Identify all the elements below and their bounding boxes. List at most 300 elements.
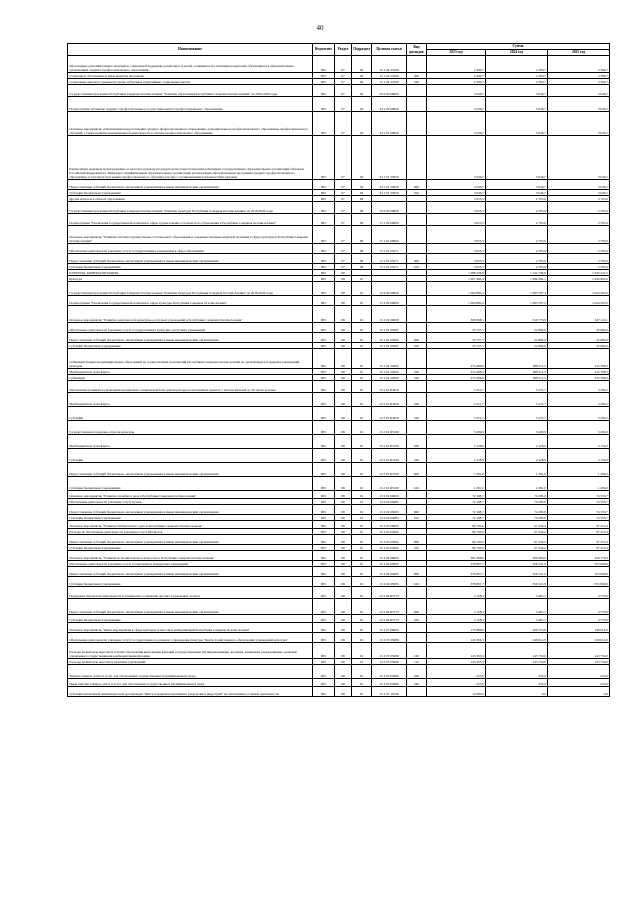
cell-ministry: 805 [313,56,335,73]
header-ministry: Ведомство [313,44,335,56]
cell-name: Подпрограмма "Реализация государственной политики в сфере художественно-эстетического образования в Республике Северная Осетия-Алания" [68,214,313,226]
cell-ministry: 805 [313,196,335,202]
cell-target: 34 1 01 53630 [372,190,407,196]
cell-name: Межбюджетные трансферты [68,393,313,407]
cell-2025: 1 296,2 [548,463,610,477]
cell-ministry: 805 [313,529,335,535]
cell-subsection: 01 [352,659,372,665]
cell-2025: 5 282,2 [548,407,610,421]
cell-ministry: 805 [313,369,335,375]
table-row [68,587,610,599]
cell-ministry: 805 [313,587,335,599]
cell-2025: 2 154,0 [548,435,610,449]
cell-section: 07 [335,254,352,264]
cell-kind [407,214,427,226]
cell-subsection: 01 [352,477,372,491]
cell-kind [407,282,427,296]
header-year-2025: 2025 год [548,50,610,56]
cell-subsection: 04 [352,190,372,196]
cell-section: 07 [335,97,352,112]
cell-2023: 378 807,7 [427,567,486,577]
budget-table [67,43,610,697]
cell-2023: 96 750,6 [427,521,486,529]
cell-subsection: 04 [352,136,372,180]
cell-target: 15 0 00 00000 [372,282,407,296]
cell-2023: 96 750,6 [427,535,486,545]
table-row [68,244,610,254]
cell-subsection: 01 [352,551,372,561]
cell-ministry: 805 [313,521,335,529]
cell-target: 15 2 07 05086 [372,679,407,687]
table-row [68,333,610,343]
cell-kind [407,349,427,369]
cell-name: Расходы на обеспечение деятельности (оказание услуг) библиотек [68,529,313,535]
cell-section: 07 [335,196,352,202]
cell-kind: 600 [407,599,427,615]
cell-name: Обеспечение деятельности (оказание услуг) государственных учреждений в сфере образования [68,244,313,254]
cell-kind: 110 [407,659,427,665]
cell-ministry: 805 [313,659,335,665]
cell-2023: 3 653,3 [427,214,486,226]
cell-2023: 381 968,0 [427,551,486,561]
cell-section: 08 [335,545,352,551]
cell-subsection: 01 [352,599,372,615]
cell-section: 08 [335,577,352,587]
cell-target: 15 2 07 05086 [372,659,407,665]
cell-2023: 145 306,3 [427,633,486,643]
cell-2025: 3 046,7 [548,136,610,180]
table-row [68,599,610,615]
table-row [68,323,610,333]
cell-2024: 3 487,1 [486,599,548,615]
cell-2023: 72 198,7 [427,505,486,515]
cell-target: 34 1 00 00000 [372,97,407,112]
cell-2024: 2 765,9 [486,202,548,214]
cell-ministry: 805 [313,687,335,697]
cell-kind [407,421,427,435]
cell-2025: 1 024 565,0 [548,296,610,306]
cell-2023: 3 046,7 [427,85,486,97]
cell-name: Государственная программа Республики Северная Осетия-Алания "Развитие культуры Республики Северная Осетия-Алания" на 2016-2026 годы [68,282,313,296]
cell-ministry: 805 [313,343,335,349]
cell-name: Поддержка творческой деятельности и техническое оснащение детских и кукольных театров [68,587,313,599]
table-row [68,180,610,190]
cell-name: Предоставление субсидий бюджетным, автономным учреждениям и иным некоммерческим организациям [68,180,313,190]
cell-2023: 3 653,3 [427,226,486,244]
cell-2025: 97 255,4 [548,545,610,551]
cell-2023: 3 046,7 [427,190,486,196]
cell-subsection: 01 [352,615,372,623]
cell-ministry: 805 [313,79,335,85]
cell-2024: 74 283,0 [486,491,548,499]
cell-2025: 3 779,6 [548,599,610,615]
cell-2025: 3 046,7 [548,190,610,196]
cell-2023: 5 251,7 [427,407,486,421]
cell-2024: 209 753,8 [486,623,548,633]
cell-2024: 2 390,7 [486,56,548,73]
cell-2024: 2 390,7 [486,73,548,79]
cell-2025: 146 614,0 [548,633,610,643]
cell-target: 15 1 00 00000 [372,214,407,226]
cell-2025: 0,0 [548,687,610,697]
cell-subsection: 01 [352,282,372,296]
cell-2024: 356 521,9 [486,577,548,587]
cell-section: 08 [335,659,352,665]
table-row [68,381,610,393]
cell-2025: 2 765,9 [548,202,610,214]
cell-ministry: 805 [313,393,335,407]
cell-kind [407,633,427,643]
cell-subsection: 01 [352,567,372,577]
cell-2025: 3 046,7 [548,85,610,97]
cell-kind: 610 [407,577,427,587]
cell-section: 08 [335,491,352,499]
cell-target: 15 2 01 R5190 [372,435,407,449]
cell-subsection: 01 [352,333,372,343]
cell-kind: 600 [407,180,427,190]
cell-name: Предоставление субсидий бюджетным, автономным учреждениям и иным некоммерческим организациям [68,535,313,545]
cell-name: Другие вопросы в области образования [68,196,313,202]
cell-section: 08 [335,551,352,561]
header-name: Наименование [68,44,313,56]
cell-ministry: 805 [313,349,335,369]
cell-2024: 22 666,0 [486,333,548,343]
cell-2024: 2 765,9 [486,264,548,270]
cell-2023: 1 064 885,4 [427,296,486,306]
cell-2025: 355 999,6 [548,567,610,577]
cell-kind: 520 [407,407,427,421]
cell-2024: 3 487,1 [486,615,548,623]
table-row [68,633,610,643]
cell-name: Основное мероприятие "Развитие системы художественно-эстетического образования и совершенствование кадровой политики в сфере культуры в Республике Северная Осетия-Алания" [68,226,313,244]
cell-target: 15 2 07 05086 [372,633,407,643]
cell-target: 34 1 01 53630 [372,136,407,180]
cell-2025: 2 765,9 [548,264,610,270]
cell-2023: 378 807,7 [427,561,486,567]
cell-2024: 3 046,7 [486,85,548,97]
cell-name: Предоставление субсидий бюджетным, автономным учреждениям и иным некоммерческим организациям [68,599,313,615]
cell-kind [407,306,427,323]
cell-kind [407,244,427,254]
cell-section: 08 [335,435,352,449]
cell-section: 07 [335,73,352,79]
cell-2023: 2 390,7 [427,73,486,79]
cell-2024: 1 083 787,4 [486,296,548,306]
cell-section: 08 [335,567,352,577]
cell-2025: 1 296,2 [548,477,610,491]
cell-kind [407,587,427,599]
cell-2024: 2 765,9 [486,254,548,264]
cell-kind [407,296,427,306]
cell-subsection: 01 [352,407,372,421]
header-year-2024: 2024 год [486,50,548,56]
cell-ministry: 805 [313,226,335,244]
cell-section: 08 [335,333,352,343]
cell-name: Культура [68,276,313,282]
cell-section: 08 [335,477,352,491]
header-year-2023: 2023 год [427,50,486,56]
cell-subsection: 01 [352,587,372,599]
cell-kind: 610 [407,343,427,349]
cell-kind: 610 [407,515,427,521]
cell-2024: 0,0 [486,687,548,697]
cell-2023: 72 198,7 [427,499,486,505]
cell-2024: 1 281,0 [486,477,548,491]
cell-2025: 1 026 865,0 [548,276,610,282]
cell-subsection: 01 [352,505,372,515]
cell-2025: 1 024 565,0 [548,282,610,296]
cell-2024: 22 666,0 [486,323,548,333]
cell-ministry: 805 [313,623,335,633]
table-row [68,463,610,477]
cell-target: 15 2 01 05082 [372,333,407,343]
table-row [68,296,610,306]
table-row [68,282,610,296]
cell-ministry: 805 [313,499,335,505]
cell-2023: 145 393,3 [427,659,486,665]
cell-subsection: 01 [352,296,372,306]
cell-2023: 3 653,3 [427,264,486,270]
cell-2025: 2 765,9 [548,254,610,264]
cell-2024: 2 128,9 [486,449,548,463]
table-row [68,136,610,180]
header-sum: Сумма [427,44,610,50]
cell-2024: 97 254,4 [486,529,548,535]
cell-name: Государственная программа Республики Северная Осетия-Алания "Развитие культуры Республики Северная Осетия-Алания" на 2016-2026 годы [68,202,313,214]
cell-kind: 600 [407,505,427,515]
cell-section: 08 [335,349,352,369]
cell-section: 08 [335,393,352,407]
table-row [68,687,610,697]
cell-name: Субвенции [68,375,313,381]
cell-name: Межбюджетные трансферты [68,369,313,375]
cell-subsection: 04 [352,56,372,73]
cell-section: 08 [335,561,352,567]
cell-target: 15 2 04 00000 [372,551,407,561]
cell-target: 15 2 04 05085 [372,577,407,587]
cell-subsection: 01 [352,276,372,282]
cell-ministry: 805 [313,180,335,190]
table-row [68,435,610,449]
table-row [68,202,610,214]
cell-section: 07 [335,180,352,190]
cell-ministry: 805 [313,202,335,214]
cell-name: Обеспечение деятельности (оказание услуг) музеев [68,499,313,505]
cell-target: 34 0 00 00000 [372,85,407,97]
cell-2025: 5 282,2 [548,393,610,407]
cell-section: 08 [335,615,352,623]
cell-2025: 2 765,9 [548,226,610,244]
cell-2023: 1 067 483,4 [427,276,486,282]
cell-2023: 3 409,9 [427,421,486,435]
table-row [68,449,610,463]
cell-name: Закупка товаров, работ и услуг для обеспечения государственных (муниципальных) нужд [68,665,313,679]
cell-2025: 355 999,6 [548,561,610,567]
cell-section: 08 [335,505,352,515]
header-target: Целевая статья [372,44,407,56]
cell-2024: 288 511,3 [486,375,548,381]
cell-2025: 255,0 [548,665,610,679]
cell-subsection: 01 [352,535,372,545]
cell-kind [407,551,427,561]
cell-target: 15 2 01 R5190 [372,477,407,491]
cell-name: Обеспечение развития и укрепления материально-технической базы домов культуры в населенных пунктах с числом жителей до 50 тысяч человек [68,381,313,393]
cell-2024: 356 521,9 [486,567,548,577]
cell-section: 07 [335,226,352,244]
cell-kind [407,56,427,73]
table-row [68,521,610,529]
cell-kind: 600 [407,535,427,545]
table-row [68,477,610,491]
cell-target: 15 2 02 00000 [372,491,407,499]
cell-section: 08 [335,643,352,659]
cell-2024: 360 969,0 [486,551,548,561]
cell-target: 15 2 01 R4670 [372,407,407,421]
cell-2023: 2 128,9 [427,435,486,449]
cell-target: 15 2 03 00000 [372,521,407,529]
cell-name: Субсидии бюджетным учреждениям [68,190,313,196]
cell-target: 15 2 04 05085 [372,567,407,577]
cell-2024: 3 046,7 [486,97,548,112]
cell-kind: 500 [407,369,427,375]
cell-subsection: 09 [352,254,372,264]
cell-name: Обеспечение деятельности (оказание услуг) государственного казенного учреждения культуры "Центр хозяйственного обеспечения учреждений культуры" [68,633,313,643]
cell-target: 15 1 02 21990 [372,56,407,73]
cell-kind [407,85,427,97]
cell-ministry: 805 [313,505,335,515]
cell-target: 15 2 04 05085 [372,561,407,567]
cell-section: 08 [335,296,352,306]
table-row [68,505,610,515]
cell-kind [407,521,427,529]
cell-2024: 1 086 282,1 [486,276,548,282]
cell-2024: 2 128,9 [486,435,548,449]
cell-target: 15 2 00 00000 [372,296,407,306]
table-row [68,643,610,659]
cell-2025: 1 043 241,5 [548,270,610,276]
cell-target: 15 2 07 10746 [372,687,407,697]
cell-ministry: 805 [313,381,335,393]
cell-2023: 3 046,7 [427,112,486,136]
cell-2025: 3 046,7 [548,97,610,112]
cell-ministry: 805 [313,665,335,679]
cell-kind [407,97,427,112]
cell-subsection: 01 [352,643,372,659]
cell-2023: 274 486,0 [427,349,486,369]
cell-target: 15 2 02 05083 [372,515,407,521]
cell-2025: 22 684,0 [548,343,610,349]
cell-section: 08 [335,633,352,643]
cell-subsection: 01 [352,343,372,349]
cell-name: Предоставление субсидий бюджетным, автономным учреждениям и иным некоммерческим организациям [68,254,313,264]
cell-target: 15 2 01 R5190 [372,449,407,463]
cell-2025: 3 779,6 [548,615,610,623]
cell-ministry: 805 [313,296,335,306]
cell-2023: 5 251,7 [427,381,486,393]
cell-2025: 359 779,3 [548,551,610,561]
cell-section: 08 [335,521,352,529]
cell-section: 08 [335,499,352,505]
table-row [68,349,610,369]
cell-2024: 255,0 [486,679,548,687]
cell-ministry: 805 [313,190,335,196]
cell-2023: 2 390,7 [427,79,486,85]
cell-target: 15 1 01 05071 [372,264,407,270]
cell-target: 15 2 03 05084 [372,545,407,551]
cell-section: 08 [335,535,352,545]
cell-name: Субсидии бюджетным учреждениям [68,545,313,551]
cell-2024: 2 765,9 [486,214,548,226]
table-row [68,407,610,421]
cell-subsection: 01 [352,679,372,687]
cell-2024: 2 765,9 [486,196,548,202]
cell-ministry: 805 [313,535,335,545]
cell-2025: 2 765,9 [548,244,610,254]
cell-2023: 3 158,2 [427,599,486,615]
table-row [68,306,610,323]
cell-name: Основное мероприятие "Иные мероприятия в сфере культуры и массовых коммуникаций Республики Северная Осетия-Алания" [68,623,313,633]
cell-subsection: 01 [352,323,372,333]
cell-2023: 255,0 [427,679,486,687]
cell-section: 08 [335,369,352,375]
cell-2023: 3 046,7 [427,97,486,112]
cell-2023: 5 251,7 [427,393,486,407]
cell-section: 08 [335,463,352,477]
cell-2024: 2 765,9 [486,244,548,254]
header-kind: Вид расходов [407,44,427,56]
cell-2024: 22 666,0 [486,343,548,349]
cell-2025: 3 450,2 [548,421,610,435]
cell-2024: 5 251,7 [486,393,548,407]
table-row [68,393,610,407]
cell-2025: 97 255,4 [548,521,610,529]
cell-name: Субсидии бюджетным учреждениям [68,343,313,349]
cell-section: 08 [335,407,352,421]
cell-2024: 3 046,7 [486,112,548,136]
cell-2023: 72 198,7 [427,491,486,499]
cell-subsection: 09 [352,202,372,214]
cell-section: 08 [335,421,352,435]
cell-ministry: 805 [313,85,335,97]
cell-kind [407,112,427,136]
cell-name: Расходы на выплаты персоналу в целях обеспечения выполнения функций государственными (муниципальными) органами, казенными учреждениями, органами управления государственными внебюджетными фондами [68,643,313,659]
cell-kind [407,491,427,499]
cell-ministry: 805 [313,270,335,276]
cell-kind [407,202,427,214]
cell-section: 07 [335,202,352,214]
cell-name: Основное мероприятие «Организация предоставления среднего профессионального образования, дополнительного профессионального образования, профессионального обучения, а также развитие инновационной деятельности в системе профессионального образования» [68,112,313,136]
cell-2023: 72 198,7 [427,515,486,521]
table-row [68,665,610,679]
cell-2025: 2 154,0 [548,449,610,463]
cell-ministry: 805 [313,112,335,136]
page-number: 40 [316,24,324,32]
cell-name: Подпрограмма «Развитие среднего профессионального и дополнительного профессионального образования» [68,97,313,112]
cell-subsection: 01 [352,349,372,369]
cell-subsection: 01 [352,521,372,529]
cell-ministry: 805 [313,407,335,421]
cell-kind: 610 [407,615,427,623]
cell-name: Основное мероприятие "Развитие деятельности культурно-досуговых учреждений в Республике Северная Осетия-Алания" [68,306,313,323]
cell-2024: 3 046,7 [486,136,548,180]
cell-2023: 3 046,7 [427,136,486,180]
cell-subsection: 01 [352,421,372,435]
cell-2025: 2 390,7 [548,79,610,85]
cell-2025: 2 390,7 [548,73,610,79]
cell-2024: 2 390,7 [486,79,548,85]
cell-2025: 74 333,7 [548,491,610,499]
cell-target: 15 2 01 R5190 [372,463,407,477]
